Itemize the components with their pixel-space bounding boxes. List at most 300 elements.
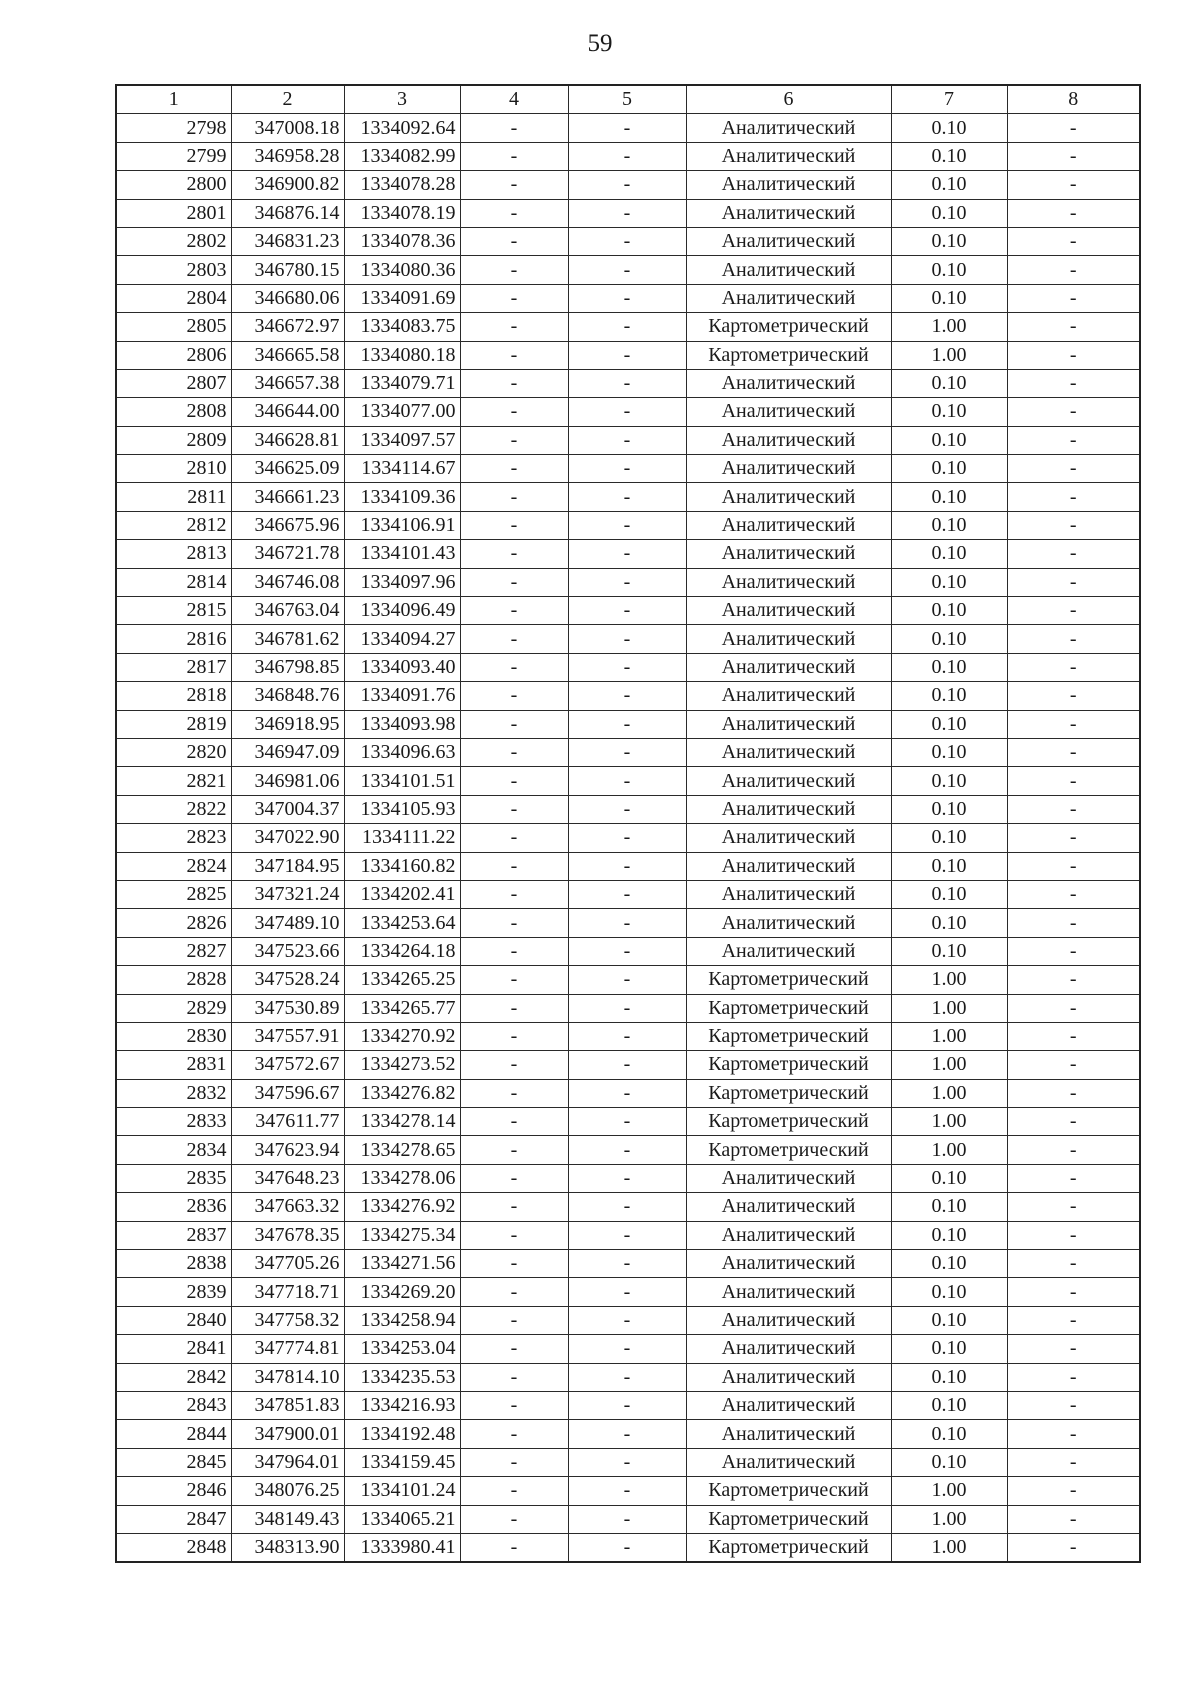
accuracy-cell: 0.10 <box>891 767 1007 795</box>
y-coordinate-cell: 1334082.99 <box>344 142 460 170</box>
table-row <box>116 1363 1140 1391</box>
y-coordinate-cell: 1334091.69 <box>344 284 460 312</box>
y-coordinate-cell: 1334253.04 <box>344 1335 460 1363</box>
column-8-cell: - <box>1007 909 1140 937</box>
column-8-cell: - <box>1007 1306 1140 1334</box>
column-8-cell: - <box>1007 171 1140 199</box>
column-8-cell: - <box>1007 767 1140 795</box>
column-8-cell: - <box>1007 1477 1140 1505</box>
table-row <box>116 1051 1140 1079</box>
x-coordinate-cell: 347648.23 <box>231 1164 344 1192</box>
point-number-cell: 2818 <box>116 682 231 710</box>
column-8-cell: - <box>1007 738 1140 766</box>
method-cell: Аналитический <box>686 284 891 312</box>
column-8-cell: - <box>1007 199 1140 227</box>
x-coordinate-cell: 347184.95 <box>231 852 344 880</box>
x-coordinate-cell: 347718.71 <box>231 1278 344 1306</box>
column-4-cell: - <box>460 909 568 937</box>
y-coordinate-cell: 1334080.18 <box>344 341 460 369</box>
column-4-cell: - <box>460 824 568 852</box>
accuracy-cell: 1.00 <box>891 1477 1007 1505</box>
y-coordinate-cell: 1334270.92 <box>344 1022 460 1050</box>
column-header: 3 <box>344 85 460 114</box>
table-row <box>116 682 1140 710</box>
x-coordinate-cell: 348076.25 <box>231 1477 344 1505</box>
column-8-cell: - <box>1007 880 1140 908</box>
point-number-cell: 2815 <box>116 597 231 625</box>
y-coordinate-cell: 1334264.18 <box>344 937 460 965</box>
column-8-cell: - <box>1007 341 1140 369</box>
column-4-cell: - <box>460 1278 568 1306</box>
point-number-cell: 2846 <box>116 1477 231 1505</box>
column-4-cell: - <box>460 852 568 880</box>
column-5-cell: - <box>568 540 686 568</box>
point-number-cell: 2825 <box>116 880 231 908</box>
column-4-cell: - <box>460 455 568 483</box>
method-cell: Картометрический <box>686 1477 891 1505</box>
method-cell: Картометрический <box>686 341 891 369</box>
method-cell: Аналитический <box>686 767 891 795</box>
x-coordinate-cell: 346876.14 <box>231 199 344 227</box>
point-number-cell: 2798 <box>116 114 231 142</box>
column-8-cell: - <box>1007 1391 1140 1419</box>
column-5-cell: - <box>568 1250 686 1278</box>
column-5-cell: - <box>568 1136 686 1164</box>
accuracy-cell: 0.10 <box>891 1221 1007 1249</box>
table-row <box>116 1250 1140 1278</box>
x-coordinate-cell: 347557.91 <box>231 1022 344 1050</box>
x-coordinate-cell: 347611.77 <box>231 1108 344 1136</box>
column-4-cell: - <box>460 795 568 823</box>
column-5-cell: - <box>568 994 686 1022</box>
column-5-cell: - <box>568 1363 686 1391</box>
column-4-cell: - <box>460 1136 568 1164</box>
point-number-cell: 2800 <box>116 171 231 199</box>
accuracy-cell: 1.00 <box>891 1533 1007 1562</box>
column-header: 5 <box>568 85 686 114</box>
table-row <box>116 653 1140 681</box>
x-coordinate-cell: 347774.81 <box>231 1335 344 1363</box>
method-cell: Аналитический <box>686 1363 891 1391</box>
x-coordinate-cell: 347663.32 <box>231 1193 344 1221</box>
point-number-cell: 2811 <box>116 483 231 511</box>
point-number-cell: 2826 <box>116 909 231 937</box>
point-number-cell: 2833 <box>116 1108 231 1136</box>
table-row <box>116 852 1140 880</box>
column-4-cell: - <box>460 114 568 142</box>
table-row <box>116 1136 1140 1164</box>
accuracy-cell: 0.10 <box>891 1250 1007 1278</box>
method-cell: Аналитический <box>686 426 891 454</box>
column-8-cell: - <box>1007 852 1140 880</box>
column-8-cell: - <box>1007 682 1140 710</box>
column-4-cell: - <box>460 1022 568 1050</box>
table-row <box>116 199 1140 227</box>
accuracy-cell: 0.10 <box>891 398 1007 426</box>
y-coordinate-cell: 1334097.57 <box>344 426 460 454</box>
x-coordinate-cell: 346831.23 <box>231 227 344 255</box>
accuracy-cell: 0.10 <box>891 284 1007 312</box>
column-5-cell: - <box>568 455 686 483</box>
table-row <box>116 341 1140 369</box>
point-number-cell: 2830 <box>116 1022 231 1050</box>
accuracy-cell: 0.10 <box>891 795 1007 823</box>
column-5-cell: - <box>568 880 686 908</box>
point-number-cell: 2814 <box>116 568 231 596</box>
accuracy-cell: 0.10 <box>891 171 1007 199</box>
accuracy-cell: 0.10 <box>891 1420 1007 1448</box>
y-coordinate-cell: 1334065.21 <box>344 1505 460 1533</box>
table-row <box>116 1221 1140 1249</box>
method-cell: Аналитический <box>686 1391 891 1419</box>
y-coordinate-cell: 1334096.63 <box>344 738 460 766</box>
accuracy-cell: 0.10 <box>891 1335 1007 1363</box>
column-5-cell: - <box>568 227 686 255</box>
column-header: 7 <box>891 85 1007 114</box>
x-coordinate-cell: 347523.66 <box>231 937 344 965</box>
column-5-cell: - <box>568 682 686 710</box>
method-cell: Аналитический <box>686 937 891 965</box>
column-4-cell: - <box>460 1363 568 1391</box>
x-coordinate-cell: 346763.04 <box>231 597 344 625</box>
column-8-cell: - <box>1007 994 1140 1022</box>
point-number-cell: 2831 <box>116 1051 231 1079</box>
method-cell: Аналитический <box>686 199 891 227</box>
y-coordinate-cell: 1334258.94 <box>344 1306 460 1334</box>
column-4-cell: - <box>460 511 568 539</box>
column-4-cell: - <box>460 1108 568 1136</box>
method-cell: Аналитический <box>686 824 891 852</box>
y-coordinate-cell: 1334253.64 <box>344 909 460 937</box>
table-row <box>116 568 1140 596</box>
x-coordinate-cell: 346644.00 <box>231 398 344 426</box>
column-8-cell: - <box>1007 653 1140 681</box>
method-cell: Картометрический <box>686 1108 891 1136</box>
x-coordinate-cell: 346958.28 <box>231 142 344 170</box>
point-number-cell: 2828 <box>116 966 231 994</box>
method-cell: Аналитический <box>686 795 891 823</box>
x-coordinate-cell: 346981.06 <box>231 767 344 795</box>
column-5-cell: - <box>568 966 686 994</box>
x-coordinate-cell: 348149.43 <box>231 1505 344 1533</box>
point-number-cell: 2841 <box>116 1335 231 1363</box>
column-5-cell: - <box>568 1306 686 1334</box>
column-4-cell: - <box>460 710 568 738</box>
column-4-cell: - <box>460 227 568 255</box>
column-4-cell: - <box>460 142 568 170</box>
point-number-cell: 2803 <box>116 256 231 284</box>
table-row <box>116 824 1140 852</box>
y-coordinate-cell: 1334092.64 <box>344 114 460 142</box>
method-cell: Аналитический <box>686 540 891 568</box>
y-coordinate-cell: 1334083.75 <box>344 313 460 341</box>
y-coordinate-cell: 1334109.36 <box>344 483 460 511</box>
table-row <box>116 1335 1140 1363</box>
accuracy-cell: 0.10 <box>891 682 1007 710</box>
x-coordinate-cell: 347022.90 <box>231 824 344 852</box>
y-coordinate-cell: 1334276.92 <box>344 1193 460 1221</box>
table-row <box>116 483 1140 511</box>
table-row <box>116 540 1140 568</box>
y-coordinate-cell: 1334078.28 <box>344 171 460 199</box>
point-number-cell: 2823 <box>116 824 231 852</box>
column-5-cell: - <box>568 852 686 880</box>
table-row <box>116 1079 1140 1107</box>
accuracy-cell: 0.10 <box>891 852 1007 880</box>
column-8-cell: - <box>1007 142 1140 170</box>
column-8-cell: - <box>1007 1505 1140 1533</box>
column-5-cell: - <box>568 1051 686 1079</box>
x-coordinate-cell: 346798.85 <box>231 653 344 681</box>
column-8-cell: - <box>1007 1079 1140 1107</box>
column-5-cell: - <box>568 1420 686 1448</box>
y-coordinate-cell: 1334216.93 <box>344 1391 460 1419</box>
accuracy-cell: 0.10 <box>891 1306 1007 1334</box>
column-4-cell: - <box>460 767 568 795</box>
column-8-cell: - <box>1007 710 1140 738</box>
column-5-cell: - <box>568 1335 686 1363</box>
table-row <box>116 1022 1140 1050</box>
accuracy-cell: 0.10 <box>891 369 1007 397</box>
accuracy-cell: 0.10 <box>891 909 1007 937</box>
accuracy-cell: 0.10 <box>891 1193 1007 1221</box>
column-4-cell: - <box>460 341 568 369</box>
x-coordinate-cell: 346848.76 <box>231 682 344 710</box>
point-number-cell: 2817 <box>116 653 231 681</box>
y-coordinate-cell: 1334080.36 <box>344 256 460 284</box>
method-cell: Аналитический <box>686 710 891 738</box>
table-row <box>116 1391 1140 1419</box>
table-body <box>116 114 1140 1562</box>
method-cell: Аналитический <box>686 1278 891 1306</box>
column-5-cell: - <box>568 909 686 937</box>
column-5-cell: - <box>568 1079 686 1107</box>
header-row <box>116 85 1140 114</box>
column-4-cell: - <box>460 398 568 426</box>
column-4-cell: - <box>460 653 568 681</box>
column-4-cell: - <box>460 994 568 1022</box>
y-coordinate-cell: 1334160.82 <box>344 852 460 880</box>
y-coordinate-cell: 1334235.53 <box>344 1363 460 1391</box>
x-coordinate-cell: 346657.38 <box>231 369 344 397</box>
column-8-cell: - <box>1007 284 1140 312</box>
accuracy-cell: 1.00 <box>891 994 1007 1022</box>
table-row <box>116 1477 1140 1505</box>
accuracy-cell: 0.10 <box>891 1278 1007 1306</box>
column-8-cell: - <box>1007 966 1140 994</box>
method-cell: Аналитический <box>686 142 891 170</box>
column-4-cell: - <box>460 880 568 908</box>
column-4-cell: - <box>460 625 568 653</box>
column-5-cell: - <box>568 284 686 312</box>
point-number-cell: 2832 <box>116 1079 231 1107</box>
x-coordinate-cell: 346721.78 <box>231 540 344 568</box>
column-5-cell: - <box>568 568 686 596</box>
point-number-cell: 2805 <box>116 313 231 341</box>
column-4-cell: - <box>460 966 568 994</box>
column-8-cell: - <box>1007 1250 1140 1278</box>
method-cell: Аналитический <box>686 114 891 142</box>
table-row <box>116 966 1140 994</box>
column-5-cell: - <box>568 1221 686 1249</box>
accuracy-cell: 0.10 <box>891 1164 1007 1192</box>
table-row <box>116 994 1140 1022</box>
column-4-cell: - <box>460 738 568 766</box>
column-5-cell: - <box>568 114 686 142</box>
accuracy-cell: 0.10 <box>891 710 1007 738</box>
accuracy-cell: 0.10 <box>891 653 1007 681</box>
accuracy-cell: 0.10 <box>891 142 1007 170</box>
accuracy-cell: 1.00 <box>891 1022 1007 1050</box>
column-8-cell: - <box>1007 1278 1140 1306</box>
x-coordinate-cell: 346900.82 <box>231 171 344 199</box>
point-number-cell: 2809 <box>116 426 231 454</box>
x-coordinate-cell: 346675.96 <box>231 511 344 539</box>
column-8-cell: - <box>1007 1051 1140 1079</box>
column-5-cell: - <box>568 937 686 965</box>
column-5-cell: - <box>568 795 686 823</box>
x-coordinate-cell: 347623.94 <box>231 1136 344 1164</box>
point-number-cell: 2802 <box>116 227 231 255</box>
column-5-cell: - <box>568 171 686 199</box>
column-4-cell: - <box>460 597 568 625</box>
x-coordinate-cell: 346665.58 <box>231 341 344 369</box>
method-cell: Аналитический <box>686 256 891 284</box>
column-4-cell: - <box>460 1051 568 1079</box>
column-4-cell: - <box>460 1391 568 1419</box>
accuracy-cell: 0.10 <box>891 199 1007 227</box>
y-coordinate-cell: 1334106.91 <box>344 511 460 539</box>
column-4-cell: - <box>460 426 568 454</box>
y-coordinate-cell: 1334278.06 <box>344 1164 460 1192</box>
x-coordinate-cell: 346628.81 <box>231 426 344 454</box>
method-cell: Картометрический <box>686 313 891 341</box>
column-4-cell: - <box>460 1420 568 1448</box>
column-header: 1 <box>116 85 231 114</box>
x-coordinate-cell: 348313.90 <box>231 1533 344 1562</box>
point-number-cell: 2822 <box>116 795 231 823</box>
method-cell: Аналитический <box>686 1420 891 1448</box>
y-coordinate-cell: 1334265.25 <box>344 966 460 994</box>
table-row <box>116 1533 1140 1562</box>
method-cell: Картометрический <box>686 1136 891 1164</box>
x-coordinate-cell: 347814.10 <box>231 1363 344 1391</box>
column-8-cell: - <box>1007 455 1140 483</box>
column-8-cell: - <box>1007 114 1140 142</box>
method-cell: Картометрический <box>686 1533 891 1562</box>
column-8-cell: - <box>1007 568 1140 596</box>
point-number-cell: 2821 <box>116 767 231 795</box>
column-8-cell: - <box>1007 398 1140 426</box>
point-number-cell: 2842 <box>116 1363 231 1391</box>
point-number-cell: 2827 <box>116 937 231 965</box>
table-row <box>116 227 1140 255</box>
accuracy-cell: 1.00 <box>891 1505 1007 1533</box>
column-8-cell: - <box>1007 256 1140 284</box>
method-cell: Аналитический <box>686 1221 891 1249</box>
column-8-cell: - <box>1007 313 1140 341</box>
column-4-cell: - <box>460 284 568 312</box>
column-5-cell: - <box>568 1448 686 1476</box>
point-number-cell: 2819 <box>116 710 231 738</box>
point-number-cell: 2820 <box>116 738 231 766</box>
column-4-cell: - <box>460 937 568 965</box>
method-cell: Аналитический <box>686 568 891 596</box>
column-5-cell: - <box>568 824 686 852</box>
method-cell: Аналитический <box>686 625 891 653</box>
x-coordinate-cell: 347964.01 <box>231 1448 344 1476</box>
x-coordinate-cell: 347758.32 <box>231 1306 344 1334</box>
column-5-cell: - <box>568 625 686 653</box>
accuracy-cell: 0.10 <box>891 880 1007 908</box>
y-coordinate-cell: 1334271.56 <box>344 1250 460 1278</box>
accuracy-cell: 0.10 <box>891 1391 1007 1419</box>
method-cell: Аналитический <box>686 455 891 483</box>
point-number-cell: 2836 <box>116 1193 231 1221</box>
table-row <box>116 937 1140 965</box>
column-4-cell: - <box>460 1193 568 1221</box>
method-cell: Аналитический <box>686 1448 891 1476</box>
point-number-cell: 2835 <box>116 1164 231 1192</box>
column-8-cell: - <box>1007 1136 1140 1164</box>
column-4-cell: - <box>460 1079 568 1107</box>
accuracy-cell: 1.00 <box>891 1079 1007 1107</box>
y-coordinate-cell: 1334077.00 <box>344 398 460 426</box>
method-cell: Аналитический <box>686 171 891 199</box>
column-4-cell: - <box>460 1533 568 1562</box>
column-5-cell: - <box>568 511 686 539</box>
column-4-cell: - <box>460 682 568 710</box>
column-5-cell: - <box>568 142 686 170</box>
method-cell: Аналитический <box>686 227 891 255</box>
accuracy-cell: 0.10 <box>891 937 1007 965</box>
table-row <box>116 511 1140 539</box>
column-8-cell: - <box>1007 1448 1140 1476</box>
method-cell: Аналитический <box>686 369 891 397</box>
x-coordinate-cell: 346625.09 <box>231 455 344 483</box>
accuracy-cell: 1.00 <box>891 966 1007 994</box>
accuracy-cell: 0.10 <box>891 511 1007 539</box>
point-number-cell: 2839 <box>116 1278 231 1306</box>
column-5-cell: - <box>568 369 686 397</box>
method-cell: Аналитический <box>686 1250 891 1278</box>
table-row <box>116 114 1140 142</box>
accuracy-cell: 0.10 <box>891 1448 1007 1476</box>
y-coordinate-cell: 1334097.96 <box>344 568 460 596</box>
column-4-cell: - <box>460 256 568 284</box>
column-4-cell: - <box>460 1164 568 1192</box>
method-cell: Аналитический <box>686 738 891 766</box>
column-5-cell: - <box>568 483 686 511</box>
table-row <box>116 1306 1140 1334</box>
column-5-cell: - <box>568 597 686 625</box>
accuracy-cell: 1.00 <box>891 1051 1007 1079</box>
method-cell: Картометрический <box>686 1022 891 1050</box>
column-4-cell: - <box>460 369 568 397</box>
column-5-cell: - <box>568 1193 686 1221</box>
method-cell: Аналитический <box>686 483 891 511</box>
point-number-cell: 2845 <box>116 1448 231 1476</box>
column-8-cell: - <box>1007 426 1140 454</box>
table-row <box>116 398 1140 426</box>
accuracy-cell: 0.10 <box>891 738 1007 766</box>
table-row <box>116 256 1140 284</box>
method-cell: Аналитический <box>686 653 891 681</box>
column-8-cell: - <box>1007 937 1140 965</box>
method-cell: Аналитический <box>686 597 891 625</box>
column-8-cell: - <box>1007 227 1140 255</box>
column-5-cell: - <box>568 1022 686 1050</box>
